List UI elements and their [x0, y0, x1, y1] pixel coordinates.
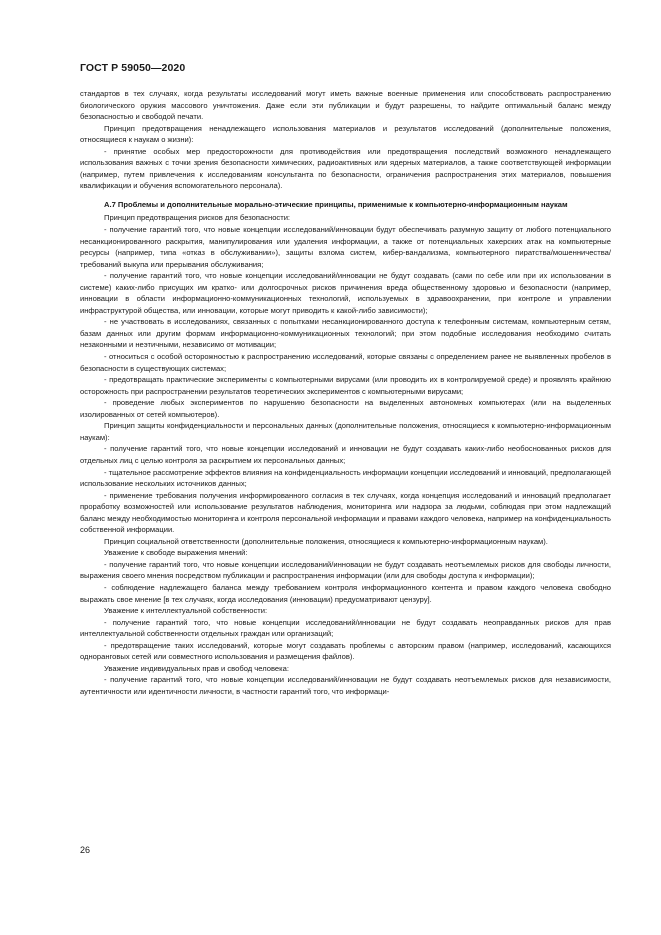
paragraph: Уважение к свободе выражения мнений:	[104, 548, 248, 558]
paragraph: - предотвращение таких исследований, которые могут создавать проблемы с авторским правом (например, исследований, касающихся одноранговых сетей или совместного использования и размещения файлов).	[80, 640, 611, 662]
paragraph: Принцип социальной ответственности (дополнительные положения, относящиеся к компьютерно-информационным наукам).	[104, 536, 548, 546]
paragraph: - тщательное рассмотрение эффектов влияния на конфиденциальность информации концепции исследований и инноваций, предполагающей использование нескольких источников данных;	[80, 467, 611, 489]
document-body	[80, 88, 611, 697]
paragraph: - получение гарантий того, что новые концепции исследований/инновации не будут создавать неотъемлемых рисков для независимости, аутентичности или идентичности личности, в частности гарантий того, что информаци-	[80, 675, 611, 696]
paragraph: Принцип предотвращения рисков для безопасности:	[104, 213, 291, 223]
paragraph: - предотвращать практические эксперименты с компьютерными вирусами (или проводить их в контролируемой среде) и проявлять крайнюю осторожность при распространении результатов теоретических экспериментов с компьютерными вирусами;	[80, 375, 611, 396]
paragraph: - получение гарантий того, что новые концепции исследований/инновации будут обеспечивать разумную защиту от любого потенциального несанкционированного раскрытия, манипулирования или удаления информации, а также от потенциальных хакерских атак на компьютерные ресурсы (например, типа «отказ в обслуживании»), защиты взлома систем, кибер-вандализма, компьютерного пиратства/мошенничества/требований выкупа или прерывания обслуживания;	[80, 225, 611, 269]
paragraph: Уважение индивидуальных прав и свобод человека:	[104, 663, 289, 673]
paragraph: - принятие особых мер предосторожности для противодействия или предотвращения последствий возможного ненадлежащего использования важных с точки зрения безопасности химических, радиоактивных или ядерных материалов, а также соответствующей информации (например, путем привлечения к исследованиям консультанта по безопасности, ограничения распространения этих материалов, повышения квалификации и обучения вспомогательного персонала).	[80, 146, 611, 191]
paragraph: Принцип предотвращения ненадлежащего использования материалов и результатов исследований (дополнительные положения, относящиеся к наукам о жизни):	[80, 123, 611, 145]
section-heading: А.7 Проблемы и дополнительные морально-этические принципы, применимые к компьютерно-информационным наукам	[104, 199, 568, 209]
paragraph: - соблюдение надлежащего баланса между требованием контроля информационного контента и правом каждого человека свободно выражать свое мнение [в тех случаях, когда исследования (инновации) предусматривают цензуру].	[80, 582, 611, 604]
paragraph: стандартов в тех случаях, когда результаты исследований могут иметь важные военные применения или способствовать распространению биологического оружия массового уничтожения. Даже если эти публикации и будут разрешены, то найдите оптимальный баланс между безопасностью и свободой печати.	[80, 89, 611, 122]
paragraph: - получение гарантий того, что новые концепции исследований/инновации не будут создавать неотъемлемых рисков для свободы личности, выражения своего мнения посредством публикации и распространения информации (или для свободы доступа к информации);	[80, 559, 611, 581]
paragraph: Уважение к интеллектуальной собственности:	[104, 606, 268, 616]
paragraph: - относиться с особой осторожностью к распространению исследований, которые связаны с определением ранее не выявленных пробелов в безопасности в существующих системах;	[80, 352, 611, 373]
paragraph: - не участвовать в исследованиях, связанных с попытками несанкционированного доступа к телефонным системам, компьютерным сетям, базам данных или другим формам информационно-коммуникационных технологий; при этом подобные исследования необходимо считать незаконными и неэтичными, независимо от мотивации;	[80, 317, 611, 350]
paragraph: - проведение любых экспериментов по нарушению безопасности на выделенных автономных компьютерах (или на выделенных изолированных от сетей компьютеров).	[80, 398, 611, 419]
page-number: 26	[80, 845, 91, 855]
paragraph: - получение гарантий того, что новые концепции исследований/инновации не будут создавать (сами по себе или при их использовании в системе) каких-либо присущих им кратко- или долгосрочных рисков причинения вреда общественному здоровью и безопасности (например, инновации в области информационно-коммуникационных технологий, используемых в здравоохранении, при контроле и управлении инфраструктурой общества, или инновации, которые могут приводить к какой-либо зависимости);	[80, 271, 611, 315]
document-header: ГОСТ Р 59050—2020	[80, 62, 186, 74]
paragraph: - применение требования получения информированного согласия в тех случаях, когда концепция исследований и инноваций предполагает проработку возможностей или использование результатов наблюдения, мониторинга или надзора за людьми, соблюдая при этом надлежащий баланс между необходимостью мониторинга и контроля персональной информации и правами каждого человека, например на конфиденциальность собственной информации.	[80, 490, 611, 535]
paragraph: Принцип защиты конфиденциальности и персональных данных (дополнительные положения, относящиеся к компьютерно-информационным наукам):	[80, 421, 611, 442]
paragraph: - получение гарантий того, что новые концепции исследований и инновации не будут создавать каких-либо необоснованных рисков для отдельных лиц с целью контроля за раскрытием их персональных данных;	[80, 444, 611, 465]
paragraph: - получение гарантий того, что новые концепции исследований/инновации не будут создавать неоправданных рисков для прав интеллектуальной собственности отдельных граждан или организаций;	[80, 617, 611, 639]
